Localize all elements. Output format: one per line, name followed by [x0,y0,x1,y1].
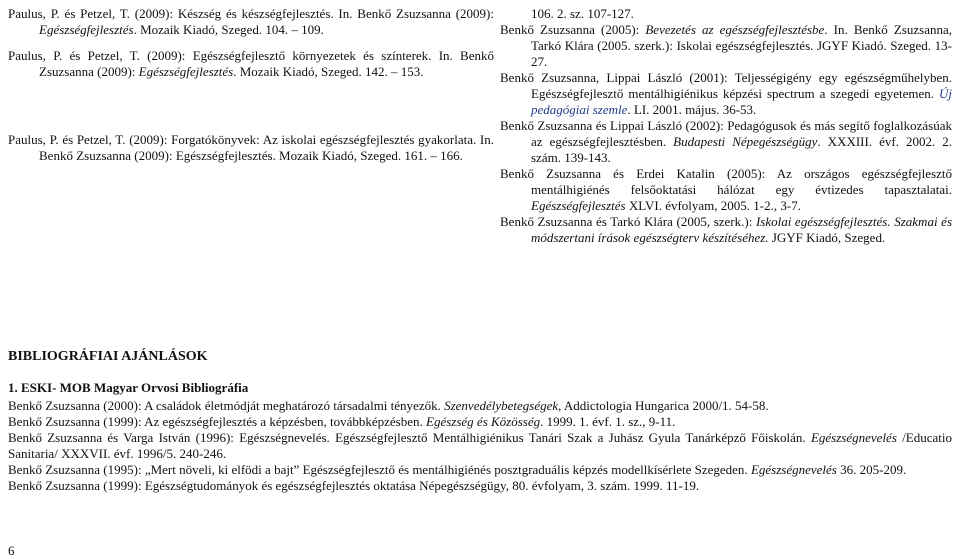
reference-entry [8,6,494,38]
bibliography-entry [8,398,952,414]
reference-entry [500,118,952,166]
reference-entry [8,48,494,80]
recommendations-section [8,349,952,494]
reference-text: Benkő Zsuzsanna, Lippai László (2001): Teljességigény egy egészségműhelyben. Egészségfejlesztő mentálhigiénikus képzési spectrum a szegedi egyetemen. [500,70,952,101]
reference-text: , Addictologia Hungarica 2000/1. 54-58. [558,398,769,413]
reference-text: /Educatio Sanitaria/ XXXVII. évf. 1996/5. 240-246. [8,430,952,461]
reference-text: Benkő Zsuzsanna (2000): A családok életmódját meghatározó társadalmi tényezők. [8,398,445,413]
reference-title: Egészség és Közösség [426,414,541,429]
bibliography-entry [8,414,952,430]
reference-entry [500,214,952,246]
reference-title: Egészségfejlesztés [138,64,234,79]
reference-title: Egészségfejlesztés [531,198,626,213]
reference-text: XLVI. évfolyam, 2005. 1-2., 3-7. [625,198,801,213]
reference-title: Bevezetés az egészségfejlesztésbe [645,22,825,37]
reference-text: JGYF Kiadó, Szeged. [768,230,886,245]
reference-text: . 1999. 1. évf. 1. sz., 9-11. [540,414,676,429]
reference-text: . XXXIII. évf. 2002. 2. szám. 139-143. [531,134,952,165]
reference-text: Benkő Zsuzsanna és Erdei Katalin (2005): Az országos egészségfejlesztő mentálhigiénés felsőoktatási hálózat egy évtizedes tapasztalatai. [500,166,952,197]
section-heading: BIBLIOGRÁFIAI AJÁNLÁSOK [8,349,208,364]
reference-text: Benkő Zsuzsanna (1999): Egészségtudományok és egészségfejlesztés oktatása Népegészségügy, 80. évfolyam, 3. szám. 1999. 11-19. [8,478,700,493]
reference-title: Egészségnevelés [810,430,897,445]
reference-title: Budapesti Népegészségügy [673,134,818,149]
subsection-heading: 1. ESKI- MOB Magyar Orvosi Bibliográfia [8,380,249,395]
reference-title: Iskolai egészségfejlesztés. Szakmai és módszertani írások egészségterv készítéséhez. [531,214,953,245]
reference-text: Benkő Zsuzsanna (2005): [500,22,646,37]
reference-title: Szenvedélybetegségek [444,398,559,413]
reference-text: . Mozaik Kiadó, Szeged. 104. – 109. [133,22,324,37]
page-number: 6 [8,543,15,558]
reference-text: . Mozaik Kiadó, Szeged. 142. – 153. [233,64,424,79]
reference-text: . LI. 2001. május. 36-53. [627,102,757,117]
reference-text: Benkő Zsuzsanna és Lippai László (2002): Pedagógusok és más segítő foglalkozásúak az egészségfejlesztésben. [500,118,952,149]
reference-entry [500,166,952,214]
reference-title: Új pedagógiai szemle [531,86,952,117]
reference-text: Paulus, P. és Petzel, T. (2009): Egészségfejlesztő környezetek és színterek. In. Benkő Zsuzsanna (2009): [8,48,494,79]
reference-text: Benkő Zsuzsanna (1995): „Mert növeli, ki elfödi a bajt” Egészségfejlesztő és mentálhigiénés posztgraduális képzés modellkísérlete Szegeden. [8,462,751,477]
left-column [8,6,494,164]
bibliography-entry [8,478,952,494]
reference-text: . In. Benkő Zsuzsanna, Tarkó Klára (2005. szerk.): Iskolai egészségfejlesztés. JGYF Kiadó. Szeged. 13-27. [531,22,952,69]
reference-entry [500,22,952,70]
reference-text: Paulus, P. és Petzel, T. (2009): Forgatókönyvek: Az iskolai egészségfejlesztés gyakorlata. In. Benkő Zsuzsanna (2009): Egészségfejlesztés. Mozaik Kiadó, Szeged. 161. – 166. [8,132,494,163]
reference-text: Benkő Zsuzsanna és Tarkó Klára (2005, szerk.): [500,214,756,229]
bibliography-entry [8,462,952,478]
reference-title: Egészségnevelés [750,462,837,477]
reference-text: 36. 205-209. [836,462,907,477]
bibliography-entry [8,430,952,462]
continuation-line: 106. 2. sz. 107-127. [531,6,634,21]
reference-title: Egészségfejlesztés [39,22,134,37]
reference-text: Benkő Zsuzsanna (1999): Az egészségfejlesztés a képzésben, továbbképzésben. [8,414,427,429]
reference-entry [8,132,494,164]
reference-entry [500,70,952,118]
reference-text: Benkő Zsuzsanna és Varga István (1996): Egészségnevelés. Egészségfejlesztő Mentálhigiénikus Tanári Szak a Juhász Gyula Tanárképző Főiskolán. [8,430,811,445]
right-column [500,6,952,246]
reference-text: Paulus, P. és Petzel, T. (2009): Készség és készségfejlesztés. In. Benkő Zsuzsanna (2009): [8,6,494,21]
